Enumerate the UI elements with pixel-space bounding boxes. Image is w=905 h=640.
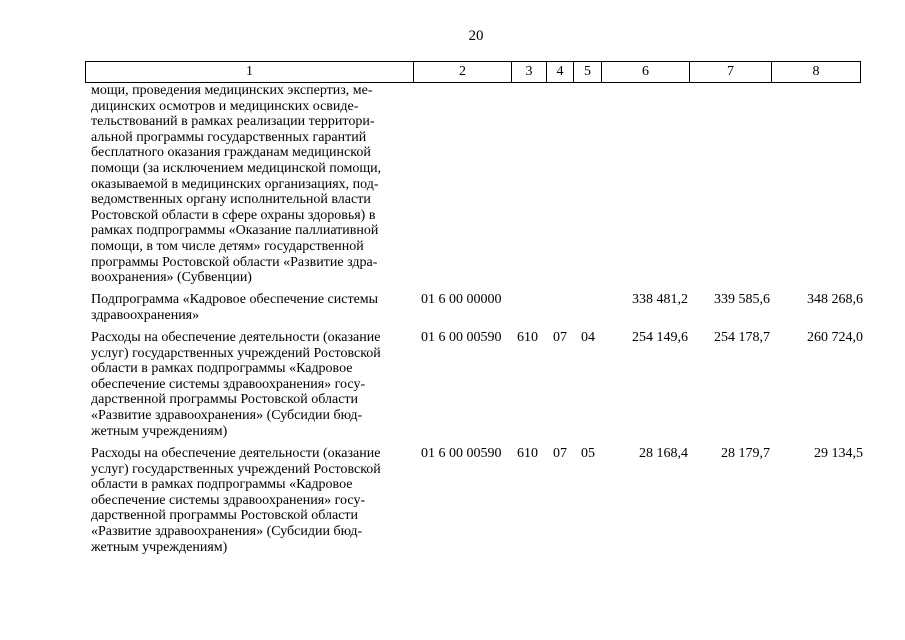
page-number: 20 [468, 28, 484, 44]
description-line: обеспечение системы здравоохранения» госу- [91, 492, 366, 508]
amount-col6: 28 168,4 [639, 446, 688, 461]
description-line: альной программы государственных гарантий [91, 129, 367, 145]
description-line: рамках подпрограммы «Оказание паллиативной [91, 223, 379, 239]
description-line: оказываемой в медицинских организациях, под- [91, 176, 379, 192]
description-line: Расходы на обеспечение деятельности (оказание [91, 330, 381, 345]
description-line: области в рамках подпрограммы «Кадровое [91, 477, 353, 493]
description-line: области в рамках подпрограммы «Кадровое [91, 361, 353, 377]
description-line: обеспечение системы здравоохранения» госу- [91, 376, 366, 392]
description-line: тельствований в рамках реализации территори- [91, 114, 375, 130]
description-line: помощи (за исключением медицинской помощи, [91, 160, 382, 176]
amount-col8: 260 724,0 [807, 330, 863, 345]
column-header-5: 5 [574, 62, 602, 83]
amount-col7: 28 179,7 [721, 446, 770, 461]
amount-col6: 338 481,2 [632, 292, 688, 307]
target-article-code: 01 6 00 00000 [421, 292, 502, 307]
description-line: помощи, в том числе детям» государственной [91, 238, 364, 254]
description-line: «Развитие здравоохранения» (Субсидии бюд- [91, 523, 363, 539]
description-line: программы Ростовской области «Развитие здра- [91, 254, 378, 270]
description-line: здравоохранения» [91, 307, 200, 323]
description-line: Ростовской области в сфере охраны здоровья) в [91, 207, 376, 223]
subsection-code: 05 [581, 446, 595, 461]
description-line: услуг) государственных учреждений Ростовской [91, 345, 381, 361]
amount-col8: 348 268,6 [807, 292, 863, 307]
target-article-code: 01 6 00 00590 [421, 446, 502, 461]
description-line: жетным учреждениям) [91, 423, 228, 439]
expense-type-code: 610 [517, 446, 538, 461]
subsection-code: 04 [581, 330, 595, 345]
amount-col6: 254 149,6 [632, 330, 688, 345]
expense-type-code: 610 [517, 330, 538, 345]
column-header-3: 3 [512, 62, 547, 83]
description-line: мощи, проведения медицинских экспертиз, ме- [91, 83, 373, 98]
amount-col8: 29 134,5 [814, 446, 863, 461]
column-header-8: 8 [772, 62, 861, 83]
column-header-6: 6 [602, 62, 690, 83]
description-line: дарственной программы Ростовской области [91, 392, 359, 408]
amount-col7: 254 178,7 [714, 330, 770, 345]
column-header-2: 2 [414, 62, 512, 83]
row-description [91, 446, 407, 555]
row-description [91, 330, 407, 439]
row-description [91, 292, 407, 323]
description-line: жетным учреждениям) [91, 539, 228, 555]
column-header-1: 1 [86, 62, 414, 83]
row-description [91, 83, 407, 286]
description-line: дицинских осмотров и медицинских освиде- [91, 98, 359, 114]
section-code: 07 [553, 330, 567, 345]
description-line: воохранения» (Субвенции) [91, 270, 252, 286]
description-line: ведомственных органу исполнительной власти [91, 192, 371, 208]
section-code: 07 [553, 446, 567, 461]
column-number-header [85, 61, 861, 83]
description-line: «Развитие здравоохранения» (Субсидии бюд- [91, 407, 363, 423]
column-header-7: 7 [690, 62, 772, 83]
description-line: Расходы на обеспечение деятельности (оказание [91, 446, 381, 461]
amount-col7: 339 585,6 [714, 292, 770, 307]
description-line: дарственной программы Ростовской области [91, 508, 359, 524]
description-line: бесплатного оказания гражданам медицинской [91, 145, 371, 161]
description-line: Подпрограмма «Кадровое обеспечение системы [91, 292, 379, 307]
description-line: услуг) государственных учреждений Ростовской [91, 461, 381, 477]
column-header-4: 4 [547, 62, 574, 83]
target-article-code: 01 6 00 00590 [421, 330, 502, 345]
